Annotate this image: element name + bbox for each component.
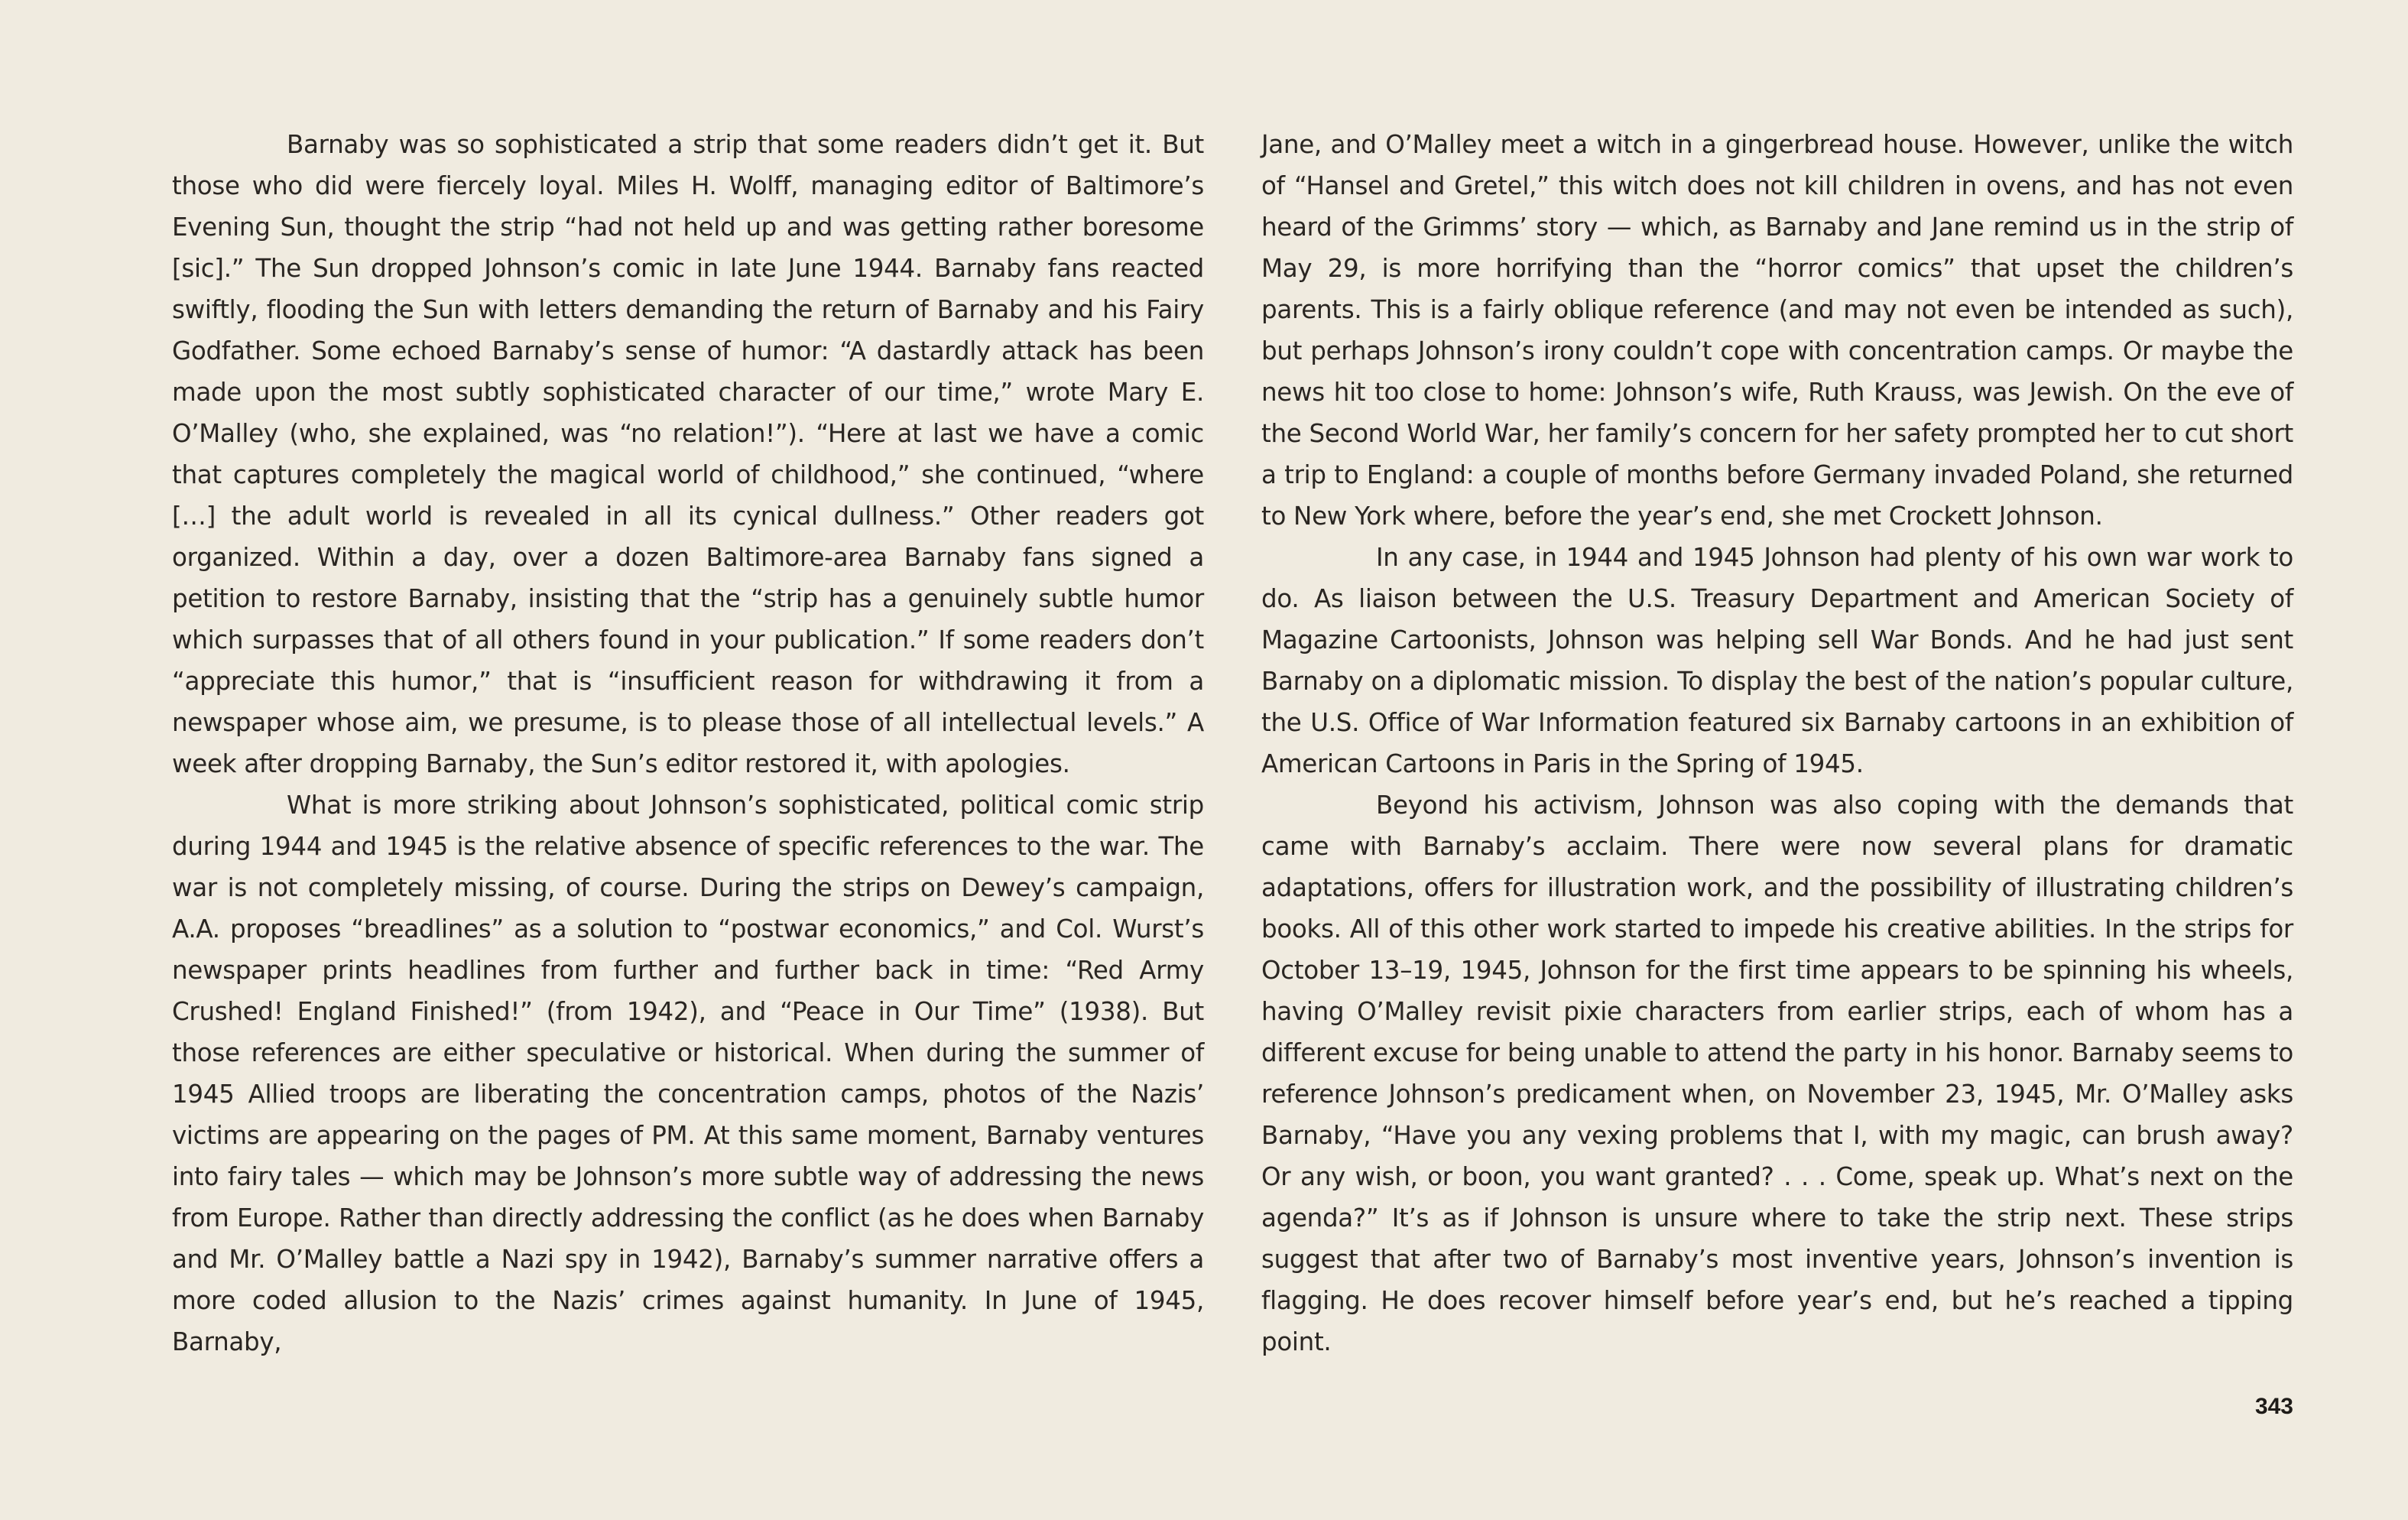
page-number: 343 (2254, 1394, 2293, 1419)
body-paragraph: Barnaby was so sophisticated a strip that some readers didn’t get it. But those who did were fiercely loyal. Miles H. Wolff, managing editor of Baltimore’s Evening Sun, thought the strip “had not held up and was getting rather boresome [sic].” The Sun dropped Johnson’s comic in late June 1944. Barnaby fans reacted swiftly, flooding the Sun with letters demanding the return of Barnaby and his Fairy Godfather. Some echoed Barnaby’s sense of humor: “A dastardly attack has been made upon the most subtly sophisticated character of our time,” wrote Mary E. O’Malley (who, she explained, was “no relation!”). “Here at last we have a comic that captures completely the magical world of childhood,” she continued, “where […] the adult world is revealed in all its cynical dullness.” Other readers got organized. Within a day, over a dozen Baltimore-area Barnaby fans signed a petition to restore Barnaby, insisting that the “strip has a genuinely subtle humor which surpasses that of all others found in your publication.” If some readers don’t “appreciate this humor,” that is “insufficient reason for withdrawing it from a newspaper whose aim, we presume, is to please those of all intellectual levels.” A week after dropping Barnaby, the Sun’s editor restored it, with apologies. (172, 130, 1204, 778)
left-text-column (172, 124, 1204, 1362)
body-paragraph: Jane, and O’Malley meet a witch in a gingerbread house. However, unlike the witch of “Hansel and Gretel,” this witch does not kill children in ovens, and has not even heard of the Grimms’ story — which, as Barnaby and Jane remind us in the strip of May 29, is more horrifying than the “horror comics” that upset the children’s parents. This is a fairly oblique reference (and may not even be intended as such), but perhaps Johnson’s irony couldn’t cope with concentration camps. Or maybe the news hit too close to home: Johnson’s wife, Ruth Krauss, was Jewish. On the eve of the Second World War, her family’s concern for her safety prompted her to cut short a trip to England: a couple of months before Germany invaded Poland, she returned to New York where, before the year’s end, she met Crockett Johnson. (1261, 130, 2293, 531)
body-paragraph: Beyond his activism, Johnson was also coping with the demands that came with Barnaby’s acclaim. There were now several plans for dramatic adaptations, offers for illustration work, and the possibility of illustrating children’s books. All of this other work started to impede his creative abilities. In the strips for October 13–19, 1945, Johnson for the first time appears to be spinning his wheels, having O’Malley revisit pixie characters from earlier strips, each of whom has a different excuse for being unable to attend the party in his honor. Barnaby seems to reference Johnson’s predicament when, on November 23, 1945, Mr. O’Malley asks Barnaby, “Have you any vexing problems that I, with my magic, can brush away? Or any wish, or boon, you want granted? . . . Come, speak up. What’s next on the agenda?” It’s as if Johnson is unsure where to take the strip next. These strips suggest that after two of Barnaby’s most inventive years, Johnson’s invention is flagging. He does recover himself before year’s end, but he’s reached a tipping point. (1261, 791, 2293, 1356)
body-paragraph: What is more striking about Johnson’s sophisticated, political comic strip during 1944 and 1945 is the relative absence of specific references to the war. The war is not completely missing, of course. During the strips on Dewey’s campaign, A.A. proposes “breadlines” as a solution to “postwar economics,” and Col. Wurst’s newspaper prints headlines from further and further back in time: “Red Army Crushed! England Finished!” (from 1942), and “Peace in Our Time” (1938). But those references are either speculative or historical. When during the summer of 1945 Allied troops are liberating the concentration camps, photos of the Nazis’ victims are appearing on the pages of PM. At this same moment, Barnaby ventures into fairy tales — which may be Johnson’s more subtle way of addressing the news from Europe. Rather than directly addressing the conflict (as he does when Barnaby and Mr. O’Malley battle a Nazi spy in 1942), Barnaby’s summer narrative offers a more coded allusion to the Nazis’ crimes against humanity. In June of 1945, Barnaby, (172, 791, 1204, 1356)
right-text-column (1261, 124, 2293, 1362)
body-paragraph: In any case, in 1944 and 1945 Johnson had plenty of his own war work to do. As liaison between the U.S. Treasury Department and American Society of Magazine Cartoonists, Johnson was helping sell War Bonds. And he had just sent Barnaby on a diplomatic mission. To display the best of the nation’s popular culture, the U.S. Office of War Information featured six Barnaby cartoons in an exhibition of American Cartoons in Paris in the Spring of 1945. (1261, 543, 2293, 778)
